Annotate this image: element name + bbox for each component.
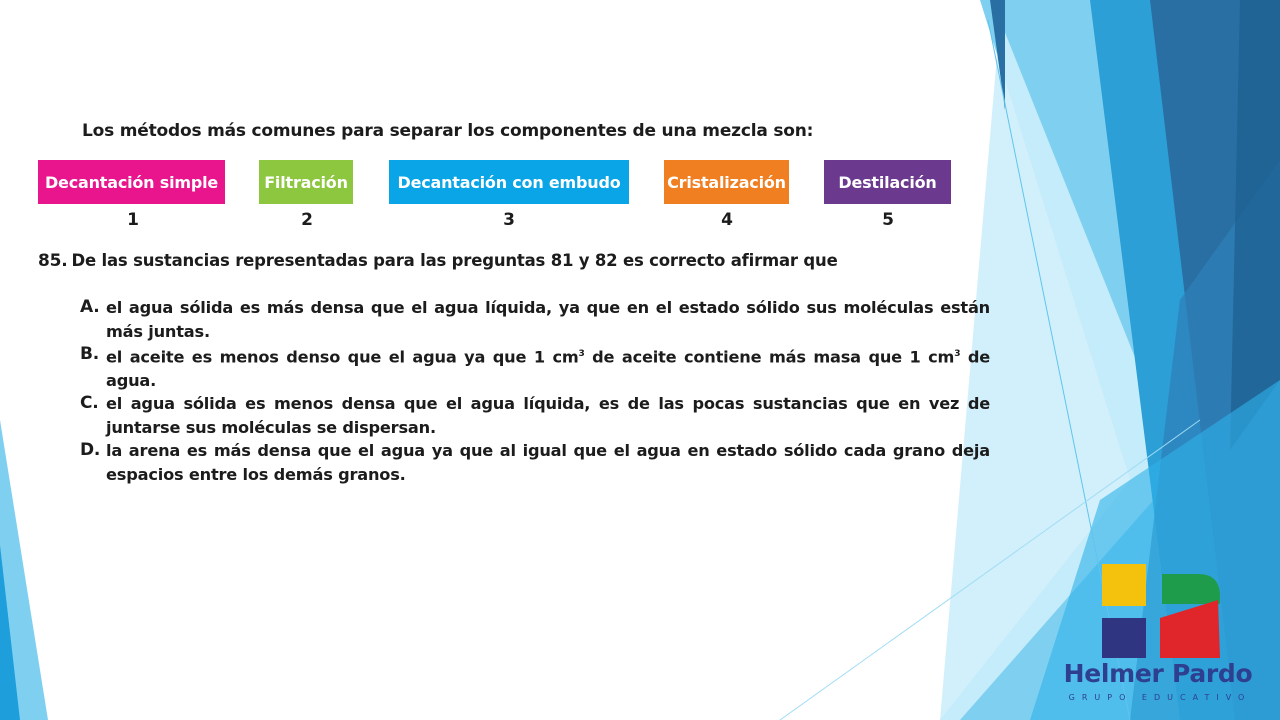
method-number: 2 [301, 210, 313, 230]
intro-text: Los métodos más comunes para separar los componentes de una mezcla son: [82, 121, 814, 141]
answer-text: el aceite es menos denso que el agua ya que 1 $cm^3$ de aceite contiene más masa que 1 $cm^3$ de agua. [106, 347, 990, 390]
method-label: Destilación [838, 172, 937, 192]
answer-option-b [80, 343, 990, 392]
method-box-destilacion [824, 160, 951, 204]
answer-text: el agua sólida es menos densa que el agua líquida, es de las pocas sustancias que en vez de juntarse sus moléculas se dispersan. [106, 394, 990, 437]
logo-subtitle: GRUPO EDUCATIVO [1068, 693, 1252, 702]
question-number: 85. [38, 251, 68, 271]
method-box-decantacion-embudo [389, 160, 629, 204]
method-label: Cristalización [667, 172, 786, 192]
method-number: 5 [882, 210, 894, 230]
question-85 [38, 251, 838, 271]
answer-option-c [80, 392, 990, 439]
question-text: De las sustancias representadas para las preguntas 81 y 82 es correcto afirmar que [71, 251, 838, 270]
method-box-cristalizacion [664, 160, 789, 204]
method-box-filtracion [259, 160, 353, 204]
method-number: 4 [721, 210, 733, 230]
answer-option-a [80, 296, 990, 343]
answer-letter: C. [80, 393, 99, 414]
logo-mark-icon [1058, 562, 1258, 662]
logo-name: Helmer Pardo [1063, 659, 1253, 688]
method-label: Filtración [264, 172, 348, 192]
method-box-decantacion-simple [38, 160, 225, 204]
method-label: Decantación con embudo [397, 172, 621, 192]
answer-letter: B. [80, 344, 100, 364]
answer-option-d [80, 439, 990, 486]
method-number: 3 [503, 210, 515, 230]
method-number: 1 [127, 210, 139, 230]
answer-text: la arena es más densa que el agua ya que al igual que el agua en estado sólido cada grano deja espacios entre los demás granos. [106, 441, 990, 484]
method-label: Decantación simple [44, 172, 219, 192]
answer-letter: A. [80, 297, 100, 317]
answer-list [80, 296, 990, 486]
answer-text: el agua sólida es más densa que el agua líquida, ya que en el estado sólido sus moléculas están más juntas. [106, 298, 990, 341]
answer-letter: D. [80, 440, 101, 461]
helmer-pardo-logo [1058, 562, 1258, 712]
